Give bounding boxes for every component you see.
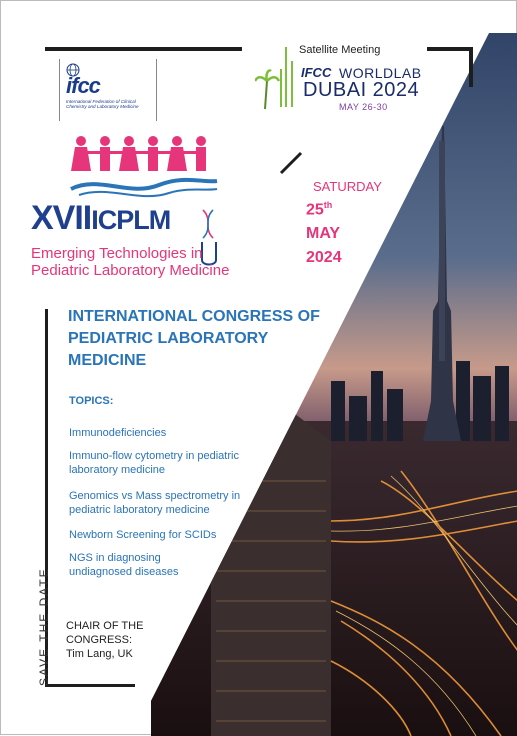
date-day-suffix: th [323,200,333,210]
worldlab-name: WORLDLAB [339,65,422,81]
topics-heading: TOPICS: [69,395,114,407]
ifcc-full-name: International Federation of Clinical Chemistry and Laboratory Medicine [66,99,139,109]
date-day [306,200,332,219]
icplm-roman: XVII [31,199,92,237]
icplm-name: ICPLM [91,205,171,235]
chair-label: CHAIR OF THE CONGRESS: [66,620,144,646]
chair-name: Tim Lang, UK [66,648,133,660]
children-chain-logo [69,131,219,203]
topic-item: Genomics vs Mass spectrometry in pediatric laboratory medicine [69,490,241,516]
chair-block [66,619,206,661]
topic-item: Immuno-flow cytometry in pediatric laboratory medicine [69,450,239,476]
topic-item: Newborn Screening for SCIDs [69,529,217,541]
icplm-subtitle: Emerging Technologies in Pediatric Laboratory Medicine [31,245,230,279]
date-year: 2024 [306,249,342,266]
dubai-palm-skyline-icon [255,39,301,111]
worldlab-ifcc-mark: IFCC [301,65,332,80]
ifcc-wordmark: ifcc [66,73,100,98]
date-month: MAY [306,225,341,242]
icplm-title [31,199,170,238]
save-the-date: SAVE THE DATE [37,567,51,686]
date-weekday: SATURDAY [313,179,382,194]
congress-title: INTERNATIONAL CONGRESS OF PEDIATRIC LABORATORY MEDICINE [68,308,320,369]
satellite-meeting-label: Satellite Meeting [299,44,381,56]
worldlab-dates: MAY 26-30 [339,102,388,112]
topic-item: Immunodeficiencies [69,427,167,439]
worldlab-city-year: DUBAI 2024 [303,79,420,101]
date-day-number: 25 [306,201,324,219]
ifcc-logo [59,59,157,121]
topic-item: NGS in diagnosing undiagnosed diseases [69,552,179,578]
